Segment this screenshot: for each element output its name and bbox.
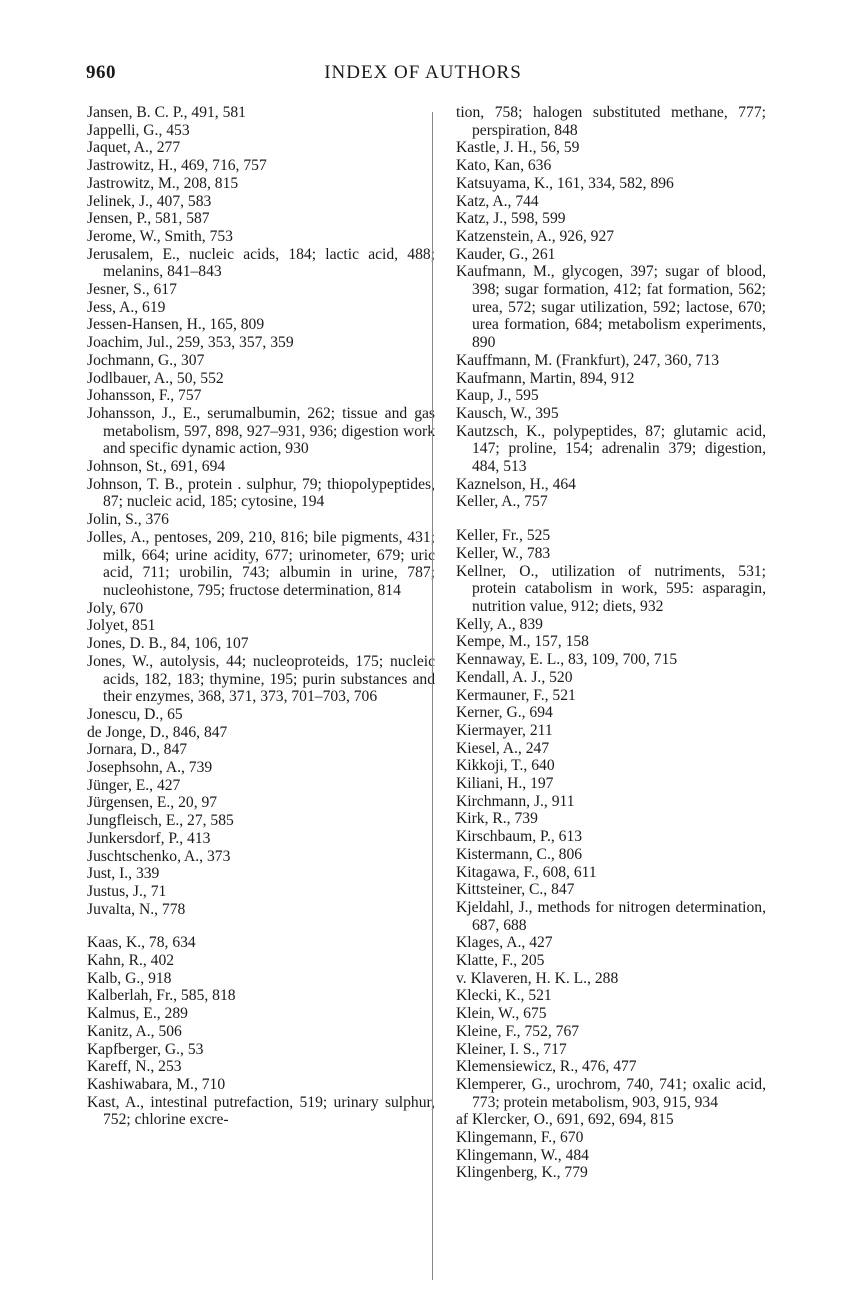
index-entry: Kleiner, I. S., 717 — [456, 1040, 567, 1058]
index-entry: Johnson, St., 691, 694 — [87, 458, 226, 476]
index-entry: Kast, A., intestinal putrefaction, 519; urinary sulphur, 752; chlorine excre- — [87, 1093, 435, 1129]
index-entry: Kaufmann, Martin, 894, 912 — [456, 369, 635, 387]
index-entry: Jess, A., 619 — [87, 298, 166, 316]
index-entry: Jolin, S., 376 — [87, 511, 169, 529]
index-entry: de Jonge, D., 846, 847 — [87, 723, 228, 741]
index-entry: Johnson, T. B., protein . sulphur, 79; thiopolypeptides, 87; nucleic acid, 185; cytosine, 194 — [87, 475, 435, 511]
left-column — [87, 104, 435, 1129]
index-entry: Kerner, G., 694 — [456, 704, 553, 722]
index-entry: Junkersdorf, P., 413 — [87, 829, 211, 847]
index-entry: Katzenstein, A., 926, 927 — [456, 227, 615, 245]
index-entry: Keller, W., 783 — [456, 544, 551, 562]
index-entry: Kaup, J., 595 — [456, 387, 539, 405]
index-entry: Kjeldahl, J., methods for nitrogen determination, 687, 688 — [456, 898, 766, 934]
column-divider — [432, 112, 433, 1280]
index-entry: Juschtschenko, A., 373 — [87, 847, 231, 865]
index-entry: Kikkoji, T., 640 — [456, 757, 555, 775]
index-entry: Johansson, F., 757 — [87, 387, 202, 405]
right-column — [456, 104, 766, 1182]
index-entry: Kirk, R., 739 — [456, 810, 538, 828]
index-entry: Keller, A., 757 — [456, 493, 548, 511]
index-entry: Kleine, F., 752, 767 — [456, 1022, 580, 1040]
index-entry: Kaas, K., 78, 634 — [87, 934, 196, 952]
index-entry: Klemensiewicz, R., 476, 477 — [456, 1058, 637, 1076]
index-entry: Jornara, D., 847 — [87, 741, 188, 759]
index-entry: Joachim, Jul., 259, 353, 357, 359 — [87, 334, 294, 352]
index-entry: Keller, Fr., 525 — [456, 527, 551, 545]
index-entry: Kautzsch, K., polypeptides, 87; glutamic acid, 147; proline, 154; adrenalin 379; digestion, 484, 513 — [456, 422, 766, 476]
page-header — [0, 62, 846, 92]
index-entry: Kistermann, C., 806 — [456, 845, 583, 863]
index-entry: Katz, A., 744 — [456, 192, 539, 210]
index-entry: Jones, W., autolysis, 44; nucleoproteids, 175; nucleic acids, 182, 183; thymine, 195; purin substances and their enzymes, 368, 371, 373, 701–703, 706 — [87, 652, 435, 706]
index-entry: Jensen, P., 581, 587 — [87, 210, 210, 228]
index-entry: Klages, A., 427 — [456, 934, 553, 952]
index-entry: Kelly, A., 839 — [456, 615, 543, 633]
index-entry: Kareff, N., 253 — [87, 1058, 182, 1076]
index-entry: Kitagawa, F., 608, 611 — [456, 863, 597, 881]
index-entry: Kiesel, A., 247 — [456, 739, 550, 757]
index-entry: Kalberlah, Fr., 585, 818 — [87, 987, 236, 1005]
index-entry: Kausch, W., 395 — [456, 404, 559, 422]
index-entry: Jastrowitz, M., 208, 815 — [87, 174, 239, 192]
index-entry: Klingenberg, K., 779 — [456, 1164, 588, 1182]
index-entry: Kanitz, A., 506 — [87, 1022, 182, 1040]
index-entry: Jaquet, A., 277 — [87, 139, 181, 157]
index-entry: Kauffmann, M. (Frankfurt), 247, 360, 713 — [456, 351, 720, 369]
index-entry: Jochmann, G., 307 — [87, 351, 205, 369]
index-entry: Jürgensen, E., 20, 97 — [87, 794, 218, 812]
index-entry: Jünger, E., 427 — [87, 776, 181, 794]
index-entry: Jones, D. B., 84, 106, 107 — [87, 635, 249, 653]
index-entry: Kahn, R., 402 — [87, 952, 175, 970]
index-entry: Jessen-Hansen, H., 165, 809 — [87, 316, 265, 334]
running-title: INDEX OF AUTHORS — [324, 62, 522, 83]
index-entry: Jappelli, G., 453 — [87, 121, 190, 139]
index-entry: Jerusalem, E., nucleic acids, 184; lactic acid, 488; melanins, 841–843 — [87, 245, 435, 281]
index-entry: Kastle, J. H., 56, 59 — [456, 139, 580, 157]
index-entry: Kirschbaum, P., 613 — [456, 828, 583, 846]
index-entry: v. Klaveren, H. K. L., 288 — [456, 969, 619, 987]
index-entry: Kiermayer, 211 — [456, 721, 553, 739]
index-entry: tion, 758; halogen substituted methane, 777; perspiration, 848 — [456, 104, 766, 139]
index-entry: Jodlbauer, A., 50, 552 — [87, 369, 224, 387]
index-entry: Josephsohn, A., 739 — [87, 759, 213, 777]
section-gap — [456, 511, 766, 527]
index-entry: Kalb, G., 918 — [87, 969, 172, 987]
index-entry: Kittsteiner, C., 847 — [456, 881, 575, 899]
index-entry: Johansson, J., E., serumalbumin, 262; tissue and gas metabolism, 597, 898, 927–931, 936; digestion work and specific dynamic action, 930 — [87, 404, 435, 458]
index-entry: Kiliani, H., 197 — [456, 775, 554, 793]
index-entry: Juvalta, N., 778 — [87, 900, 186, 918]
index-entry: Jesner, S., 617 — [87, 281, 177, 299]
index-entry: Kashiwabara, M., 710 — [87, 1075, 226, 1093]
index-entry: Kendall, A. J., 520 — [456, 668, 573, 686]
index-entry: Kaufmann, M., glycogen, 397; sugar of blood, 398; sugar formation, 412; fat formation, 562; urea, 572; sugar utilization, 592; lactose, 670; urea formation, 684; metabolism experiments, 890 — [456, 263, 766, 352]
index-entry: Kempe, M., 157, 158 — [456, 633, 589, 651]
index-entry: Jungfleisch, E., 27, 585 — [87, 812, 234, 830]
index-entry: Kalmus, E., 289 — [87, 1005, 188, 1023]
index-entry: Kauder, G., 261 — [456, 245, 556, 263]
index-entry: Kirchmann, J., 911 — [456, 792, 575, 810]
index-entry: Kennaway, E. L., 83, 109, 700, 715 — [456, 651, 678, 669]
index-entry: Klecki, K., 521 — [456, 987, 552, 1005]
index-entry: Jansen, B. C. P., 491, 581 — [87, 104, 246, 121]
index-entry: Jonescu, D., 65 — [87, 705, 183, 723]
index-entry: Jelinek, J., 407, 583 — [87, 192, 212, 210]
index-entry: Klingemann, W., 484 — [456, 1146, 589, 1164]
index-entry: Klingemann, F., 670 — [456, 1129, 584, 1147]
index-entry: Justus, J., 71 — [87, 882, 167, 900]
index-entry: Kapfberger, G., 53 — [87, 1040, 204, 1058]
index-entry: Katsuyama, K., 161, 334, 582, 896 — [456, 174, 674, 192]
index-entry: Kermauner, F., 521 — [456, 686, 576, 704]
section-gap — [87, 918, 435, 934]
page-number: 960 — [86, 62, 116, 83]
index-entry: Jastrowitz, H., 469, 716, 757 — [87, 157, 267, 175]
index-entry: Kaznelson, H., 464 — [456, 475, 576, 493]
index-entry: Katz, J., 598, 599 — [456, 210, 566, 228]
index-entry: Klemperer, G., urochrom, 740, 741; oxalic acid, 773; protein metabolism, 903, 915, 934 — [456, 1075, 766, 1111]
index-entry: Jerome, W., Smith, 753 — [87, 227, 233, 245]
index-entry: Just, I., 339 — [87, 865, 160, 883]
index-entry: Jolles, A., pentoses, 209, 210, 816; bile pigments, 431; milk, 664; urine acidity, 677; urinometer, 679; uric acid, 711; urobilin, 743; albumin in urine, 787; nucleohistone, 795; fructose determination, 814 — [87, 528, 435, 599]
index-entry: Klatte, F., 205 — [456, 952, 545, 970]
index-entry: Kellner, O., utilization of nutriments, 531; protein catabolism in work, 595: asparagin, nutrition value, 912; diets, 932 — [456, 562, 766, 615]
index-entry: Klein, W., 675 — [456, 1005, 547, 1023]
index-entry: Joly, 670 — [87, 599, 144, 617]
index-entry: Jolyet, 851 — [87, 617, 156, 635]
index-entry: Kato, Kan, 636 — [456, 157, 552, 175]
index-entry: af Klercker, O., 691, 692, 694, 815 — [456, 1111, 674, 1129]
